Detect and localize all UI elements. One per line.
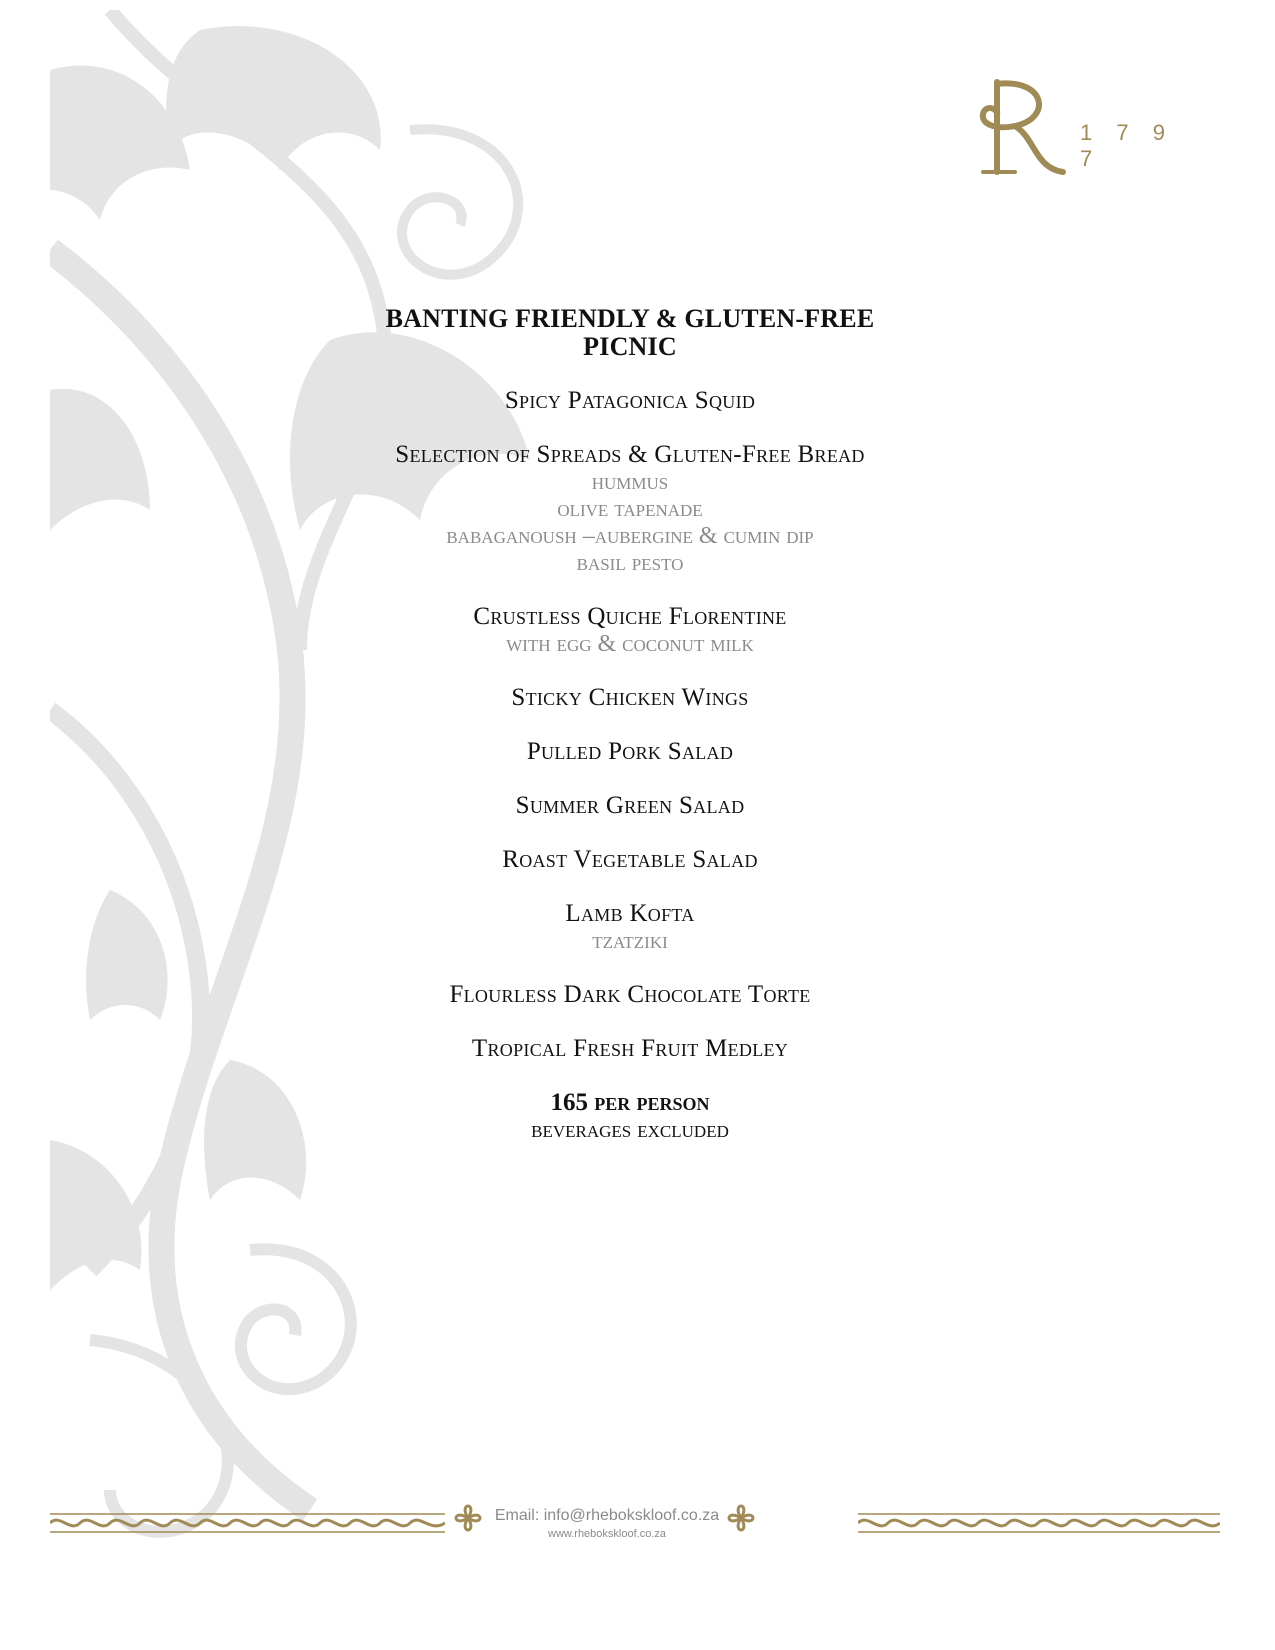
dish-name: Roast Vegetable Salad	[502, 846, 758, 873]
brand-logo	[975, 78, 1175, 188]
dish-name: Sticky Chicken Wings	[511, 684, 749, 711]
dish-accompaniment: tzatziki	[592, 928, 668, 954]
dish-item	[330, 981, 930, 1009]
dish-item	[330, 603, 930, 658]
dish-accompaniment: olive tapenade	[557, 496, 703, 522]
price-note: beverages excluded	[531, 1117, 729, 1143]
dish-name: Lamb Kofta	[565, 900, 695, 927]
dish-name: Pulled Pork Salad	[526, 738, 734, 765]
menu-content	[330, 305, 930, 1144]
dish-item	[330, 792, 930, 820]
price-value: 165	[550, 1089, 588, 1116]
menu-title	[330, 305, 930, 361]
dish-item	[330, 1035, 930, 1063]
footer-email[interactable]: Email: info@rhebokskloof.co.za	[494, 1507, 720, 1524]
dish-name: Crustless Quiche Florentine	[473, 603, 787, 630]
dish-accompaniment: basil pesto	[576, 550, 684, 576]
r-monogram-icon	[975, 78, 1070, 178]
footer	[50, 1490, 1220, 1560]
dish-item	[330, 738, 930, 766]
price-line	[330, 1089, 930, 1117]
dish-name: Tropical Fresh Fruit Medley	[471, 1035, 789, 1062]
dish-accompaniment: babaganoush –aubergine & cumin dip	[446, 523, 814, 549]
dish-item	[330, 387, 930, 415]
footer-contact	[492, 1506, 722, 1542]
dish-name: Flourless Dark Chocolate Torte	[449, 981, 811, 1008]
footer-website[interactable]: www.rhebokskloof.co.za	[548, 1528, 666, 1540]
dish-item	[330, 900, 930, 955]
dish-item	[330, 846, 930, 874]
dish-name: Selection of Spreads & Gluten-Free Bread	[395, 441, 865, 468]
logo-year: 1 7 9 7	[1080, 120, 1174, 171]
dish-name: Summer Green Salad	[515, 792, 745, 819]
dish-item	[330, 684, 930, 712]
menu-title-line-2: PICNIC	[583, 332, 677, 361]
price-unit: per person	[594, 1089, 710, 1116]
dish-item	[330, 441, 930, 577]
ornamental-border-left	[50, 1508, 445, 1538]
dish-accompaniment: with egg & coconut milk	[506, 631, 754, 657]
flower-ornament-icon	[723, 1498, 759, 1538]
flower-ornament-icon	[450, 1498, 486, 1538]
ornamental-border-right	[858, 1508, 1220, 1538]
dish-name: Spicy Patagonica Squid	[504, 387, 756, 414]
menu-title-line-1: BANTING FRIENDLY & GLUTEN-FREE	[385, 304, 875, 333]
dish-accompaniment: hummus	[591, 469, 669, 495]
